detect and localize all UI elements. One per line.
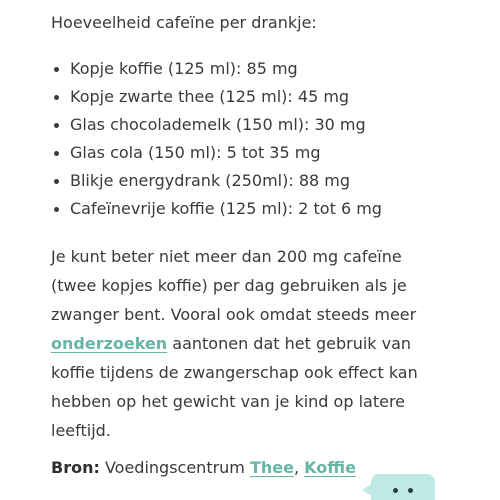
bullet-icon <box>54 95 59 100</box>
source-line <box>51 454 356 482</box>
bullet-icon <box>54 123 59 128</box>
paragraph-line <box>51 329 471 358</box>
list-item <box>51 111 382 139</box>
list-item <box>51 167 382 195</box>
chat-bubble-icon <box>408 488 413 493</box>
bullet-icon <box>54 207 59 212</box>
paragraph-line: leeftijd. <box>51 421 111 440</box>
list-item-text: Blikje energydrank (250ml): 88 mg <box>70 171 351 190</box>
bullet-icon <box>54 179 59 184</box>
list-item-text: Glas cola (150 ml): 5 tot 35 mg <box>70 143 321 162</box>
paragraph-line: hebben op het gewicht van je kind op latere <box>51 392 406 411</box>
source-label: Bron: <box>51 458 100 477</box>
list-item <box>51 55 382 83</box>
list-item <box>51 195 382 223</box>
source-text: Voedingscentrum <box>99 458 250 477</box>
bullet-icon <box>54 67 59 72</box>
list-item <box>51 139 382 167</box>
list-item-text: Kopje zwarte thee (125 ml): 45 mg <box>70 87 350 106</box>
bullet-icon <box>54 151 59 156</box>
paragraph-line-rest: aantonen dat het gebruik van <box>167 334 412 353</box>
koffie-link[interactable]: Koffie <box>304 458 356 477</box>
caffeine-list <box>51 55 382 223</box>
source-separator: , <box>294 458 305 477</box>
chat-bubble-icon <box>393 488 398 493</box>
paragraph-line: Je kunt beter niet meer dan 200 mg cafeïne <box>51 247 402 266</box>
list-item-text: Kopje koffie (125 ml): 85 mg <box>70 59 298 78</box>
onderzoeken-link[interactable]: onderzoeken <box>51 334 168 353</box>
chat-widget-button[interactable] <box>371 474 435 500</box>
list-item <box>51 83 382 111</box>
advice-paragraph <box>51 242 471 445</box>
list-item-text: Cafeïnevrije koffie (125 ml): 2 tot 6 mg <box>70 199 382 218</box>
paragraph-line: zwanger bent. Vooral ook omdat steeds meer <box>51 305 417 324</box>
caffeine-intro: Hoeveelheid cafeïne per drankje: <box>51 13 317 32</box>
list-item-text: Glas chocolademelk (150 ml): 30 mg <box>70 115 366 134</box>
paragraph-line: koffie tijdens de zwangerschap ook effect kan <box>51 363 418 382</box>
paragraph-line: (twee kopjes koffie) per dag gebruiken als je <box>51 276 407 295</box>
thee-link[interactable]: Thee <box>249 458 294 477</box>
